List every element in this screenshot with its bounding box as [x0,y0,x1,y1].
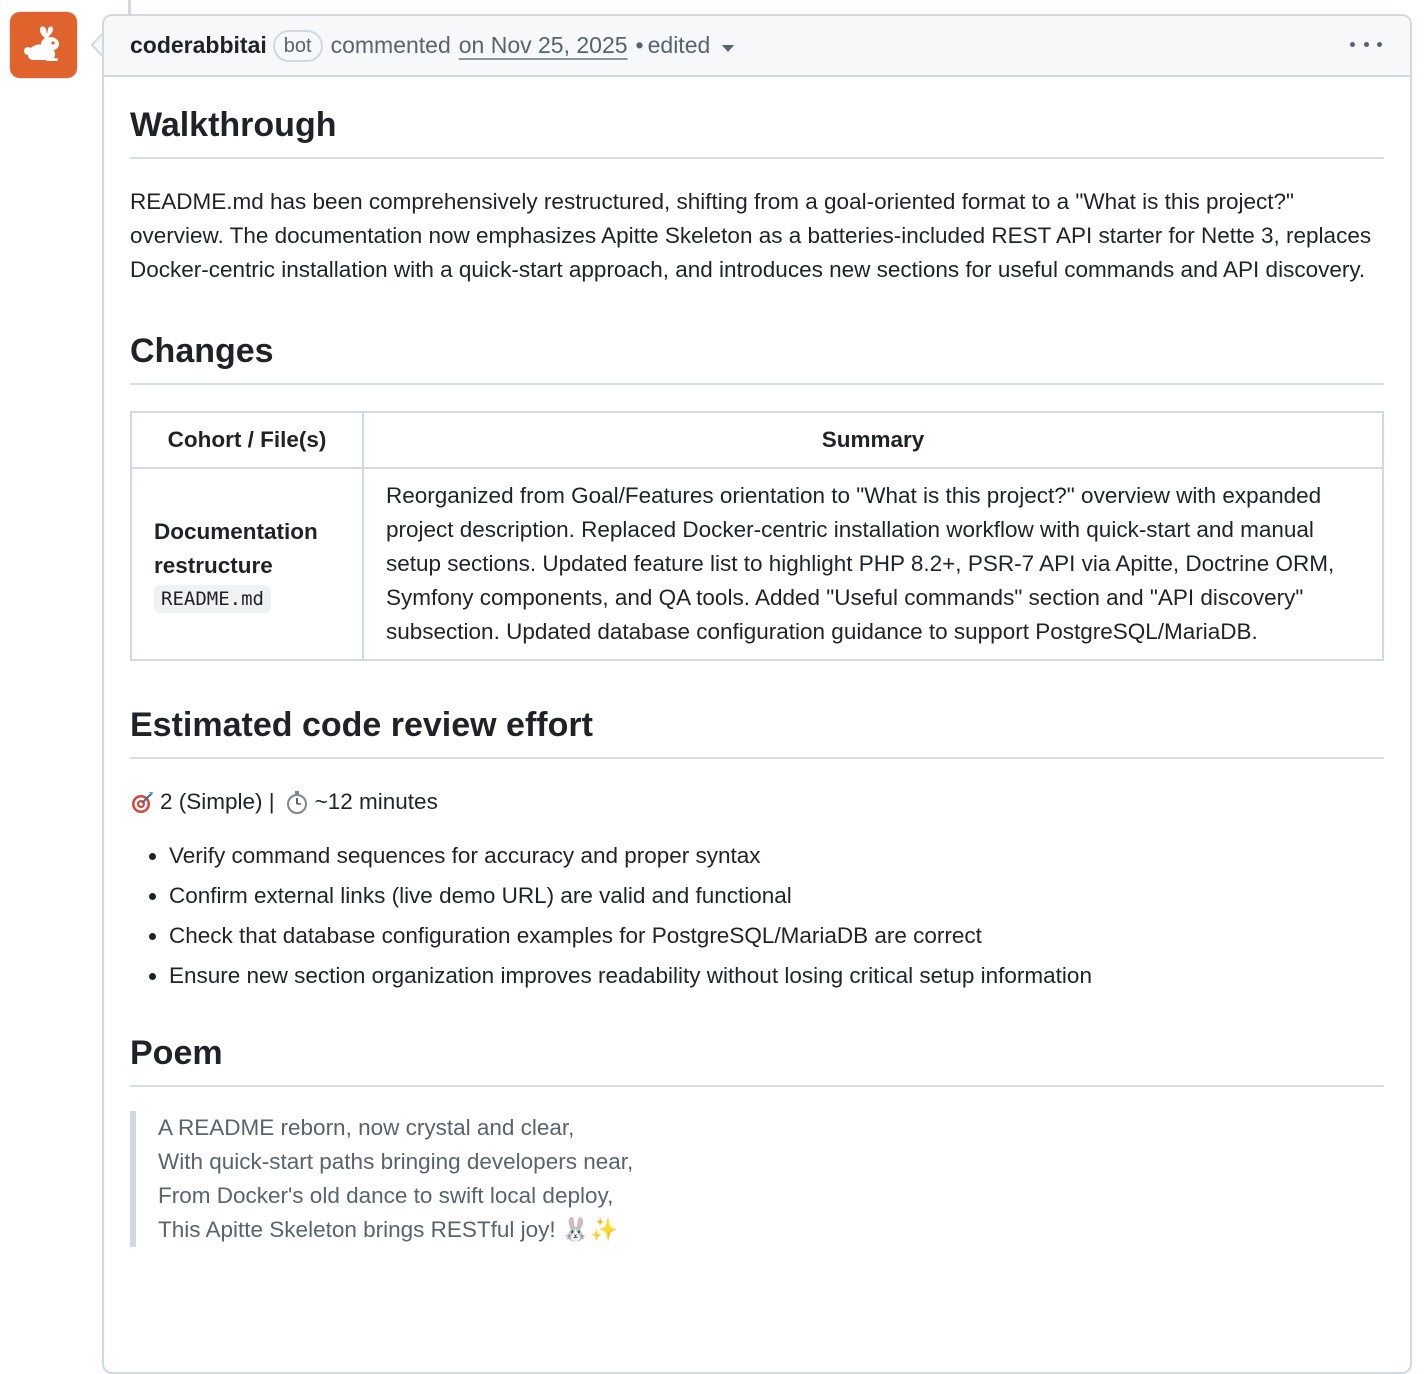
poem-line: From Docker's old dance to swift local deploy, [158,1183,614,1208]
effort-score: 2 (Simple) | [160,789,275,814]
poem-quote [130,1111,1384,1247]
edited-label: edited [647,32,711,58]
list-item: • Ensure new section organization improves readability without losing critical setup information [169,959,1384,993]
changes-heading: Changes [130,329,1384,385]
poem-heading: Poem [130,1031,1384,1087]
edited-dropdown[interactable] [648,32,735,59]
effort-time: ~12 minutes [314,789,438,814]
file-code: README.md [154,585,271,613]
cohort-cell [131,468,363,660]
bot-badge: bot [273,30,323,62]
comment-box [102,14,1412,1374]
meta-separator: • [635,32,644,58]
walkthrough-text: README.md has been comprehensively restructured, shifting from a goal-oriented format to a "What is this project?" overview. The documentation now emphasizes Apitte Skeleton as a batteries-included REST API starter for Nette 3, replaces Docker-centric installation with a quick-start approach, and introduces new sections for useful commands and API discovery. [130,189,1372,282]
poem-line: This Apitte Skeleton brings RESTful joy! 🐰✨ [158,1217,618,1242]
comment-body [104,103,1410,1247]
comment-action: commented [330,32,451,58]
comment-date-link[interactable]: on Nov 25, 2025 [458,32,628,58]
changes-table [130,411,1384,661]
author-link[interactable]: coderabbitai [130,32,267,58]
poem-line: A README reborn, now crystal and clear, [158,1115,575,1140]
effort-heading: Estimated code review effort [130,703,1384,759]
poem-line: With quick-start paths bringing developers near, [158,1149,634,1174]
column-header-cohort: Cohort / File(s) [131,412,363,468]
rabbit-icon [22,25,66,65]
list-item: • Confirm external links (live demo URL) are valid and functional [169,879,1384,913]
list-item: • Check that database configuration examples for PostgreSQL/MariaDB are correct [169,919,1384,953]
column-header-summary: Summary [363,412,1383,468]
effort-summary [130,785,1384,819]
dart-target-icon [130,790,154,814]
table-row [131,468,1383,660]
stopwatch-icon [285,789,309,815]
list-item: • Verify command sequences for accuracy and proper syntax [169,839,1384,873]
triangle-down-icon [722,45,734,53]
walkthrough-heading: Walkthrough [130,103,1384,159]
effort-checklist [130,839,1384,993]
cohort-label: Documentation restructure [154,519,318,578]
kebab-horizontal-icon[interactable] [1350,34,1382,54]
avatar[interactable] [10,12,77,78]
table-header-row [131,412,1383,468]
summary-cell: Reorganized from Goal/Features orientation to "What is this project?" overview with expanded project description. Replaced Docker-centric installation workflow with quick-start and manual setup sections. Updated feature list to highlight PHP 8.2+, PSR-7 API via Apitte, Doctrine ORM, Symfony components, and QA tools. Added "Useful commands" section and "API discovery" subsection. Updated database configuration guidance to support PostgreSQL/MariaDB. [363,468,1383,660]
timeline-line [128,0,131,14]
comment-header [104,16,1410,77]
